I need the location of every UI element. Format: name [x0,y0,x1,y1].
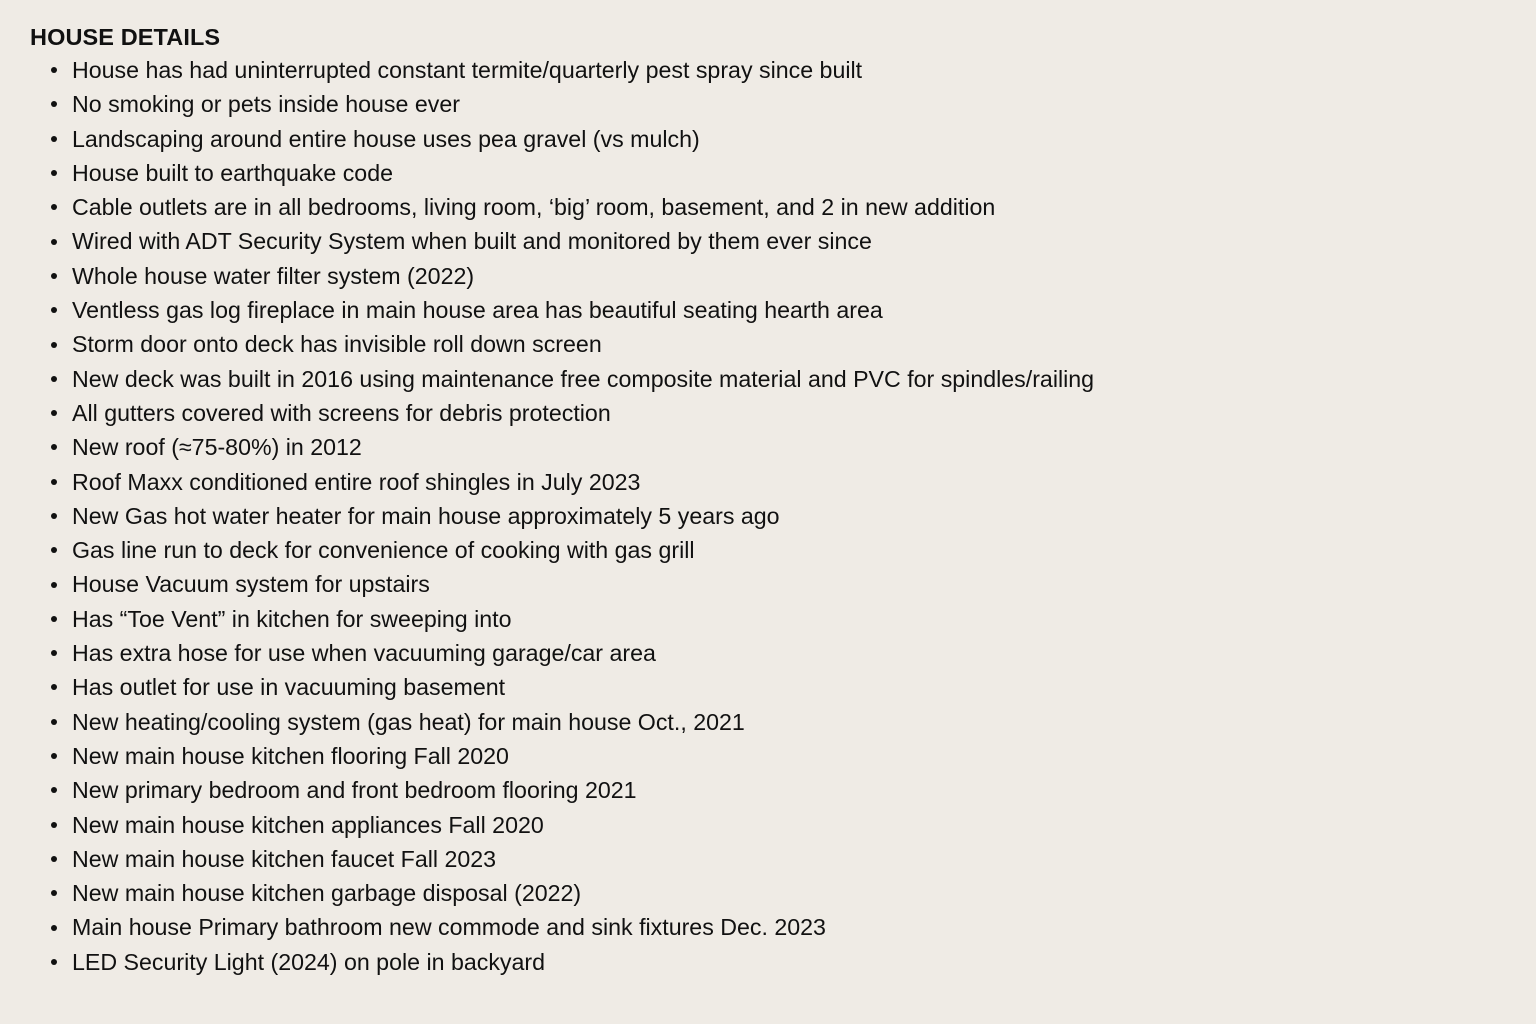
list-item-text: Wired with ADT Security System when built and monitored by them ever since [72,228,872,255]
bullet-icon [51,616,57,622]
house-details-document [30,21,1510,975]
list-item [30,396,1510,430]
list-item-text: New roof (≈75-80%) in 2012 [72,434,362,461]
list-item-text: No smoking or pets inside house ever [72,91,460,118]
list-item [30,739,1510,773]
list-item-text: Cable outlets are in all bedrooms, living room, ‘big’ room, basement, and 2 in new addition [72,194,996,221]
bullet-icon [51,547,57,553]
list-item-text: New primary bedroom and front bedroom flooring 2021 [72,777,637,804]
list-item-text: New deck was built in 2016 using maintenance free composite material and PVC for spindles/railing [72,365,1095,392]
bullet-icon [51,307,57,313]
list-item [30,808,1510,842]
list-item [30,533,1510,567]
bullet-icon [51,342,57,348]
list-item-text: House built to earthquake code [72,159,393,186]
list-item [30,567,1510,601]
list-item-text: Has “Toe Vent” in kitchen for sweeping into [72,605,512,632]
list-item-text: Storm door onto deck has invisible roll down screen [72,331,602,358]
list-item-text: LED Security Light (2024) on pole in backyard [72,948,546,975]
list-item [30,705,1510,739]
list-item [30,910,1510,944]
bullet-icon [51,170,57,176]
list-item [30,122,1510,156]
bullet-icon [51,684,57,690]
bullet-icon [51,822,57,828]
list-item-text: All gutters covered with screens for debris protection [72,399,611,426]
bullet-icon [51,719,57,725]
bullet-icon [51,204,57,210]
list-item [30,670,1510,704]
list-item [30,945,1510,979]
list-item-text: New Gas hot water heater for main house approximately 5 years ago [72,502,780,529]
list-item [30,876,1510,910]
house-details-list [30,53,1510,979]
list-item [30,53,1510,87]
page-title: HOUSE DETAILS [30,24,221,50]
bullet-icon [51,67,57,73]
list-item [30,499,1510,533]
bullet-icon [51,650,57,656]
list-item-text: House Vacuum system for upstairs [72,571,430,598]
list-item [30,87,1510,121]
bullet-icon [51,513,57,519]
list-item-text: Roof Maxx conditioned entire roof shingles in July 2023 [72,468,641,495]
list-item-text: Has extra hose for use when vacuuming garage/car area [72,640,656,667]
list-item [30,842,1510,876]
list-item-text: New main house kitchen appliances Fall 2020 [72,811,544,838]
list-item [30,602,1510,636]
list-item-text: Main house Primary bathroom new commode and sink fixtures Dec. 2023 [72,914,826,941]
list-item-text: New heating/cooling system (gas heat) for main house Oct., 2021 [72,708,745,735]
bullet-icon [51,787,57,793]
list-item-text: New main house kitchen faucet Fall 2023 [72,845,497,872]
bullet-icon [51,959,57,965]
list-item [30,465,1510,499]
list-item-text: House has had uninterrupted constant termite/quarterly pest spray since built [72,57,863,83]
list-item-text: New main house kitchen garbage disposal (2022) [72,880,582,907]
list-item [30,156,1510,190]
list-item [30,327,1510,361]
bullet-icon [51,273,57,279]
bullet-icon [51,410,57,416]
list-item-text: Ventless gas log fireplace in main house area has beautiful seating hearth area [72,297,883,324]
bullet-icon [51,856,57,862]
bullet-icon [51,136,57,142]
list-item-text: Gas line run to deck for convenience of cooking with gas grill [72,537,695,564]
list-item-text: New main house kitchen flooring Fall 2020 [72,742,509,769]
bullet-icon [51,890,57,896]
bullet-icon [51,479,57,485]
bullet-icon [51,444,57,450]
list-item [30,773,1510,807]
bullet-icon [51,753,57,759]
bullet-icon [51,101,57,107]
bullet-icon [51,239,57,245]
list-item-text: Has outlet for use in vacuuming basement [72,674,506,701]
list-item-text: Landscaping around entire house uses pea gravel (vs mulch) [72,125,700,152]
bullet-icon [51,582,57,588]
bullet-icon [51,376,57,382]
list-item [30,430,1510,464]
list-item [30,293,1510,327]
list-item [30,190,1510,224]
list-item [30,636,1510,670]
list-item [30,362,1510,396]
list-item [30,224,1510,258]
list-item-text: Whole house water filter system (2022) [72,262,475,289]
list-item [30,259,1510,293]
bullet-icon [51,925,57,931]
